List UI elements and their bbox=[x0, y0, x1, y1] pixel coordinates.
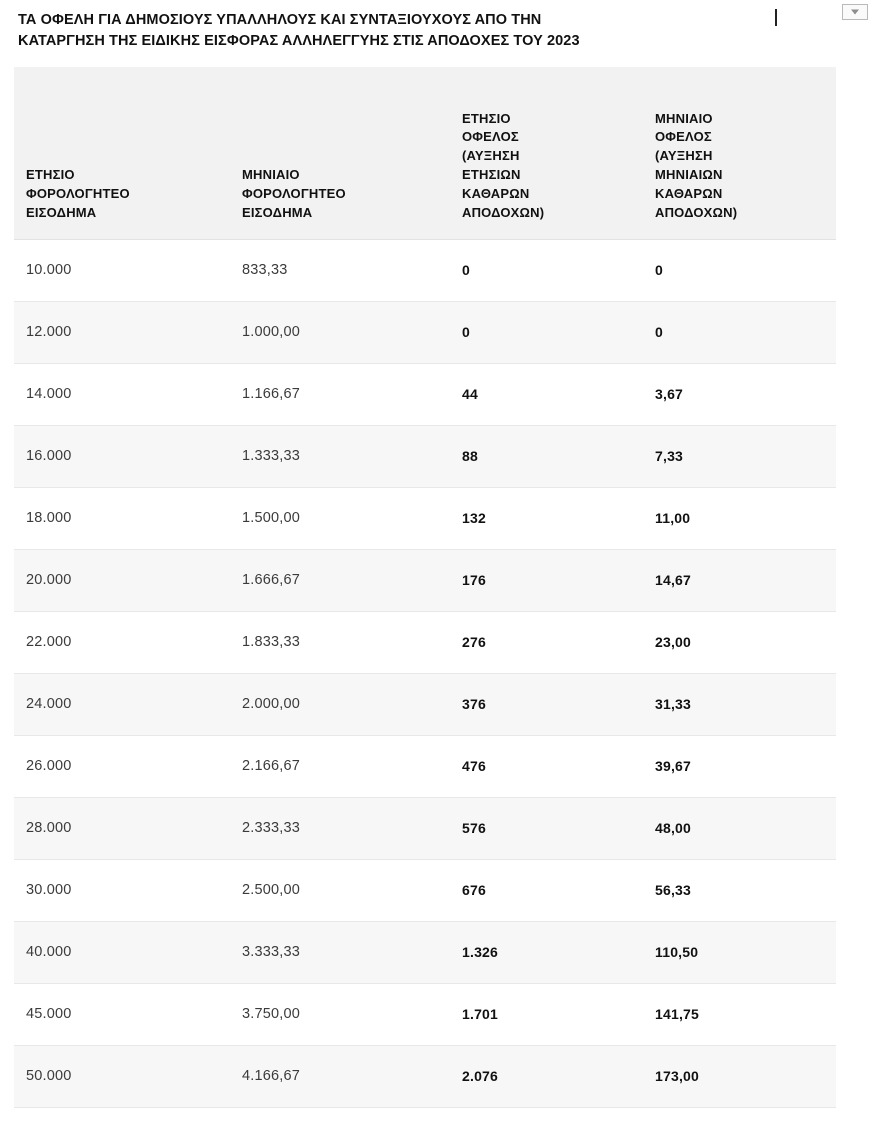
column-header-annual-benefit bbox=[450, 67, 643, 239]
header-line: ΟΦΕΛΟΣ bbox=[462, 129, 519, 145]
cell-annual-income: 28.000 bbox=[14, 797, 230, 859]
table-row bbox=[14, 983, 836, 1045]
cell-monthly-benefit: 23,00 bbox=[643, 611, 836, 673]
table-row bbox=[14, 611, 836, 673]
text-cursor bbox=[775, 9, 777, 26]
table-row bbox=[14, 735, 836, 797]
cell-annual-benefit: 276 bbox=[450, 611, 643, 673]
header-line: ΑΠΟΔΟΧΩΝ) bbox=[655, 204, 738, 220]
table-row bbox=[14, 549, 836, 611]
header-line: ΚΑΘΑΡΩΝ bbox=[462, 185, 530, 201]
cell-monthly-benefit: 3,67 bbox=[643, 363, 836, 425]
cell-annual-income: 26.000 bbox=[14, 735, 230, 797]
cell-annual-benefit: 88 bbox=[450, 425, 643, 487]
cell-annual-benefit: 1.326 bbox=[450, 921, 643, 983]
column-header-monthly-taxable-income bbox=[230, 67, 450, 239]
cell-monthly-benefit: 0 bbox=[643, 301, 836, 363]
cell-annual-benefit: 176 bbox=[450, 549, 643, 611]
table-body bbox=[14, 239, 836, 1107]
header-line: ΕΙΣΟΔΗΜΑ bbox=[242, 204, 313, 220]
cell-monthly-benefit: 11,00 bbox=[643, 487, 836, 549]
cell-monthly-income: 2.500,00 bbox=[230, 859, 450, 921]
page-title bbox=[18, 10, 808, 51]
cell-annual-benefit: 376 bbox=[450, 673, 643, 735]
title-block bbox=[0, 0, 880, 55]
page-title-line-2: ΚΑΤΑΡΓΗΣΗ ΤΗΣ ΕΙΔΙΚΗΣ ΕΙΣΦΟΡΑΣ ΑΛΛΗΛΕΓΓΥΗΣ ΣΤΙΣ ΑΠΟΔΟΧΕΣ ΤΟΥ 2023 bbox=[18, 32, 580, 49]
header-line: (ΑΥΞΗΣΗ bbox=[655, 148, 713, 164]
cell-monthly-income: 1.500,00 bbox=[230, 487, 450, 549]
cell-annual-benefit: 132 bbox=[450, 487, 643, 549]
cell-monthly-income: 1.000,00 bbox=[230, 301, 450, 363]
cell-annual-benefit: 676 bbox=[450, 859, 643, 921]
cell-annual-income: 20.000 bbox=[14, 549, 230, 611]
table-row bbox=[14, 487, 836, 549]
cell-annual-income: 18.000 bbox=[14, 487, 230, 549]
header-line: ΕΤΗΣΙΟ bbox=[462, 110, 511, 126]
cell-annual-income: 30.000 bbox=[14, 859, 230, 921]
cell-monthly-income: 1.833,33 bbox=[230, 611, 450, 673]
header-line: ΜΗΝΙΑΙΩΝ bbox=[655, 167, 723, 183]
cell-annual-benefit: 2.076 bbox=[450, 1045, 643, 1107]
cell-monthly-income: 1.166,67 bbox=[230, 363, 450, 425]
cell-annual-benefit: 576 bbox=[450, 797, 643, 859]
cell-monthly-benefit: 7,33 bbox=[643, 425, 836, 487]
cell-annual-income: 22.000 bbox=[14, 611, 230, 673]
cell-monthly-benefit: 56,33 bbox=[643, 859, 836, 921]
table-row bbox=[14, 1045, 836, 1107]
benefits-table bbox=[14, 67, 836, 1108]
table-row bbox=[14, 425, 836, 487]
cell-annual-benefit: 476 bbox=[450, 735, 643, 797]
table-row bbox=[14, 921, 836, 983]
cell-monthly-benefit: 110,50 bbox=[643, 921, 836, 983]
table-row bbox=[14, 797, 836, 859]
cell-monthly-benefit: 48,00 bbox=[643, 797, 836, 859]
cell-annual-income: 14.000 bbox=[14, 363, 230, 425]
cell-annual-income: 24.000 bbox=[14, 673, 230, 735]
cell-annual-benefit: 1.701 bbox=[450, 983, 643, 1045]
cell-annual-income: 45.000 bbox=[14, 983, 230, 1045]
table-row bbox=[14, 239, 836, 301]
table-row bbox=[14, 673, 836, 735]
cell-monthly-benefit: 14,67 bbox=[643, 549, 836, 611]
table-row bbox=[14, 301, 836, 363]
column-header-annual-taxable-income bbox=[14, 67, 230, 239]
cell-annual-benefit: 44 bbox=[450, 363, 643, 425]
header-line: ΑΠΟΔΟΧΩΝ) bbox=[462, 204, 545, 220]
cell-annual-income: 10.000 bbox=[14, 239, 230, 301]
column-header-monthly-benefit bbox=[643, 67, 836, 239]
cell-monthly-income: 4.166,67 bbox=[230, 1045, 450, 1107]
header-line: ΦΟΡΟΛΟΓΗΤΕΟ bbox=[26, 185, 130, 201]
header-line: ΕΤΗΣΙΟ bbox=[26, 167, 75, 183]
cell-monthly-income: 3.333,33 bbox=[230, 921, 450, 983]
page-title-line-1: ΤΑ ΟΦΕΛΗ ΓΙΑ ΔΗΜΟΣΙΟΥΣ ΥΠΑΛΛΗΛΟΥΣ ΚΑΙ ΣΥΝΤΑΞΙΟΥΧΟΥΣ ΑΠΟ ΤΗΝ bbox=[18, 12, 542, 28]
cell-monthly-income: 2.000,00 bbox=[230, 673, 450, 735]
cell-monthly-income: 833,33 bbox=[230, 239, 450, 301]
cell-monthly-income: 3.750,00 bbox=[230, 983, 450, 1045]
header-line: (ΑΥΞΗΣΗ bbox=[462, 148, 520, 164]
header-line: ΕΙΣΟΔΗΜΑ bbox=[26, 204, 97, 220]
cell-annual-income: 40.000 bbox=[14, 921, 230, 983]
cell-monthly-benefit: 0 bbox=[643, 239, 836, 301]
cell-annual-income: 12.000 bbox=[14, 301, 230, 363]
cell-monthly-income: 2.166,67 bbox=[230, 735, 450, 797]
cell-monthly-income: 1.333,33 bbox=[230, 425, 450, 487]
cell-monthly-income: 2.333,33 bbox=[230, 797, 450, 859]
cell-monthly-benefit: 141,75 bbox=[643, 983, 836, 1045]
cell-annual-income: 50.000 bbox=[14, 1045, 230, 1107]
table-row bbox=[14, 859, 836, 921]
header-line: ΚΑΘΑΡΩΝ bbox=[655, 185, 723, 201]
cell-monthly-benefit: 31,33 bbox=[643, 673, 836, 735]
cell-annual-benefit: 0 bbox=[450, 301, 643, 363]
header-line: ΜΗΝΙΑΙΟ bbox=[242, 167, 300, 183]
cell-monthly-benefit: 173,00 bbox=[643, 1045, 836, 1107]
cell-annual-benefit: 0 bbox=[450, 239, 643, 301]
header-line: ΟΦΕΛΟΣ bbox=[655, 129, 712, 145]
header-line: ΕΤΗΣΙΩΝ bbox=[462, 167, 521, 183]
header-line: ΜΗΝΙΑΙΟ bbox=[655, 110, 713, 126]
cell-annual-income: 16.000 bbox=[14, 425, 230, 487]
table-row bbox=[14, 363, 836, 425]
cell-monthly-income: 1.666,67 bbox=[230, 549, 450, 611]
table-header-row bbox=[14, 67, 836, 239]
header-line: ΦΟΡΟΛΟΓΗΤΕΟ bbox=[242, 185, 346, 201]
cell-monthly-benefit: 39,67 bbox=[643, 735, 836, 797]
table-header bbox=[14, 67, 836, 239]
